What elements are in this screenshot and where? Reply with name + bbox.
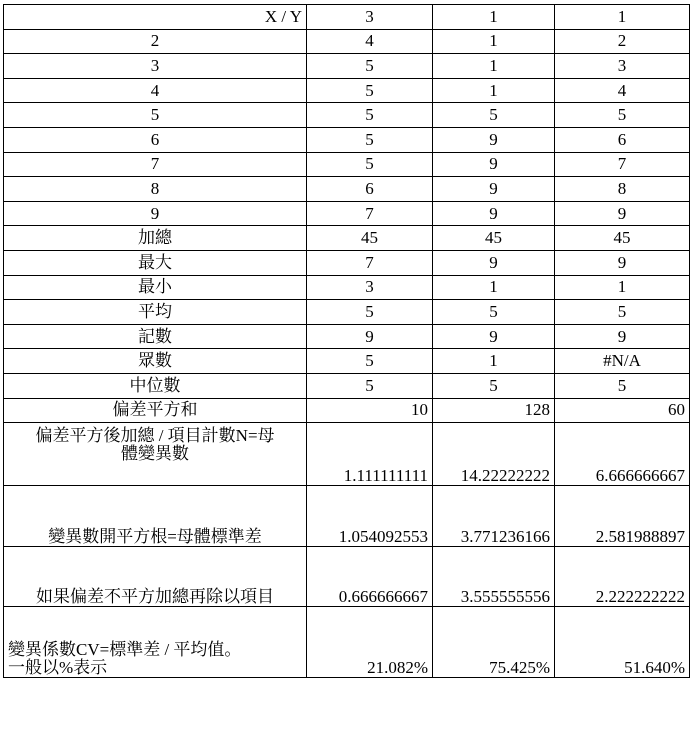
label-line: 一般以%表示	[8, 658, 108, 678]
data-cell[interactable]: 60	[555, 398, 690, 423]
data-cell[interactable]: 51.640%	[555, 607, 690, 678]
data-cell[interactable]: 14.22222222	[433, 423, 555, 486]
data-cell[interactable]: 5	[307, 152, 433, 177]
data-cell[interactable]: 1.054092553	[307, 486, 433, 547]
data-cell[interactable]: 10	[307, 398, 433, 423]
table-row	[4, 398, 690, 423]
data-cell[interactable]: 5	[307, 54, 433, 79]
table-row	[4, 152, 690, 177]
data-cell[interactable]: 3	[307, 5, 433, 30]
row-label-cell[interactable]: 5	[4, 103, 307, 128]
row-label-cell[interactable]: 最小	[4, 275, 307, 300]
row-label-cell[interactable]: 記數	[4, 324, 307, 349]
header-label-cell[interactable]: X / Y	[4, 5, 307, 30]
data-cell[interactable]: 75.425%	[433, 607, 555, 678]
stat-row-population-std-dev	[4, 486, 690, 547]
spreadsheet-table	[3, 4, 690, 678]
row-label-cell[interactable]: 眾數	[4, 349, 307, 374]
data-cell[interactable]: 5	[433, 300, 555, 325]
label-line: 體變異數	[121, 444, 189, 464]
data-cell[interactable]: 128	[433, 398, 555, 423]
data-cell[interactable]: 5	[555, 300, 690, 325]
data-cell[interactable]: 7	[555, 152, 690, 177]
row-label-cell[interactable]: 7	[4, 152, 307, 177]
data-cell[interactable]: 9	[433, 201, 555, 226]
row-label-cell[interactable]: 偏差平方和	[4, 398, 307, 423]
data-cell[interactable]: 1	[433, 5, 555, 30]
data-cell[interactable]: 1	[555, 5, 690, 30]
data-cell[interactable]: 6.666666667	[555, 423, 690, 486]
data-cell[interactable]: 2.222222222	[555, 547, 690, 607]
row-label-cell[interactable]: 如果偏差不平方加總再除以項目	[4, 547, 307, 607]
table-row	[4, 201, 690, 226]
data-cell[interactable]: 1	[433, 78, 555, 103]
table-row	[4, 103, 690, 128]
table-row	[4, 54, 690, 79]
data-cell[interactable]: 5	[433, 103, 555, 128]
data-cell[interactable]: 45	[555, 226, 690, 251]
data-cell[interactable]: 9	[433, 152, 555, 177]
data-cell[interactable]: 6	[307, 177, 433, 202]
data-cell[interactable]: 5	[307, 349, 433, 374]
data-cell[interactable]: 4	[555, 78, 690, 103]
data-cell[interactable]: 2	[555, 29, 690, 54]
data-cell[interactable]: 3	[307, 275, 433, 300]
data-cell[interactable]: 1	[433, 275, 555, 300]
stat-row-mean-abs-deviation	[4, 547, 690, 607]
row-label-cell[interactable]	[4, 423, 307, 486]
data-cell[interactable]: 0.666666667	[307, 547, 433, 607]
data-cell[interactable]: 3	[555, 54, 690, 79]
row-label-cell[interactable]: 9	[4, 201, 307, 226]
data-cell[interactable]: 1	[433, 29, 555, 54]
data-cell[interactable]: 5	[307, 78, 433, 103]
row-label-cell[interactable]: 4	[4, 78, 307, 103]
data-cell[interactable]: 1	[433, 349, 555, 374]
data-cell[interactable]: 9	[555, 324, 690, 349]
row-label-cell[interactable]: 8	[4, 177, 307, 202]
data-cell[interactable]: 7	[307, 250, 433, 275]
data-cell[interactable]: 9	[307, 324, 433, 349]
table-row	[4, 29, 690, 54]
data-cell[interactable]: 5	[555, 103, 690, 128]
row-label-cell[interactable]: 2	[4, 29, 307, 54]
data-cell[interactable]: 1.111111111	[307, 423, 433, 486]
data-cell[interactable]: 9	[433, 324, 555, 349]
data-cell[interactable]: 4	[307, 29, 433, 54]
table-row	[4, 78, 690, 103]
stat-row-population-variance	[4, 423, 690, 486]
data-cell[interactable]: 45	[307, 226, 433, 251]
data-cell[interactable]: 21.082%	[307, 607, 433, 678]
data-cell[interactable]: 3.771236166	[433, 486, 555, 547]
row-label-cell[interactable]: 最大	[4, 250, 307, 275]
row-label-cell[interactable]: 6	[4, 127, 307, 152]
table-row	[4, 127, 690, 152]
data-cell[interactable]: 2.581988897	[555, 486, 690, 547]
table-row	[4, 275, 690, 300]
data-cell[interactable]: 3.555555556	[433, 547, 555, 607]
row-label-cell[interactable]: 變異數開平方根=母體標準差	[4, 486, 307, 547]
data-cell[interactable]: 1	[433, 54, 555, 79]
label-line: 變異係數CV=標準差 / 平均值。	[8, 640, 242, 660]
data-cell[interactable]: 9	[433, 177, 555, 202]
table-row	[4, 226, 690, 251]
data-cell[interactable]: 9	[433, 250, 555, 275]
data-cell[interactable]: 6	[555, 127, 690, 152]
data-cell[interactable]: 7	[307, 201, 433, 226]
row-label-cell[interactable]: 平均	[4, 300, 307, 325]
row-label-cell[interactable]: 中位數	[4, 373, 307, 398]
data-cell[interactable]: 45	[433, 226, 555, 251]
data-cell[interactable]: 5	[555, 373, 690, 398]
label-line: 偏差平方後加總 / 項目計數N=母	[35, 426, 275, 446]
data-cell[interactable]: 8	[555, 177, 690, 202]
data-cell[interactable]: 5	[307, 300, 433, 325]
data-cell[interactable]: 5	[307, 373, 433, 398]
data-cell[interactable]: 5	[307, 103, 433, 128]
table-row	[4, 300, 690, 325]
table-row	[4, 177, 690, 202]
table-row	[4, 324, 690, 349]
data-cell[interactable]: 1	[555, 275, 690, 300]
row-label-cell[interactable]	[4, 607, 307, 678]
stat-row-coefficient-of-variation	[4, 607, 690, 678]
data-cell[interactable]: 9	[433, 127, 555, 152]
row-label-cell[interactable]: 3	[4, 54, 307, 79]
data-cell[interactable]: 5	[433, 373, 555, 398]
row-label-cell[interactable]: 加總	[4, 226, 307, 251]
data-cell[interactable]: 9	[555, 250, 690, 275]
table-row	[4, 349, 690, 374]
data-cell[interactable]: 9	[555, 201, 690, 226]
table-row	[4, 5, 690, 30]
data-cell[interactable]: #N/A	[555, 349, 690, 374]
table-row	[4, 250, 690, 275]
table-row	[4, 373, 690, 398]
data-cell[interactable]: 5	[307, 127, 433, 152]
